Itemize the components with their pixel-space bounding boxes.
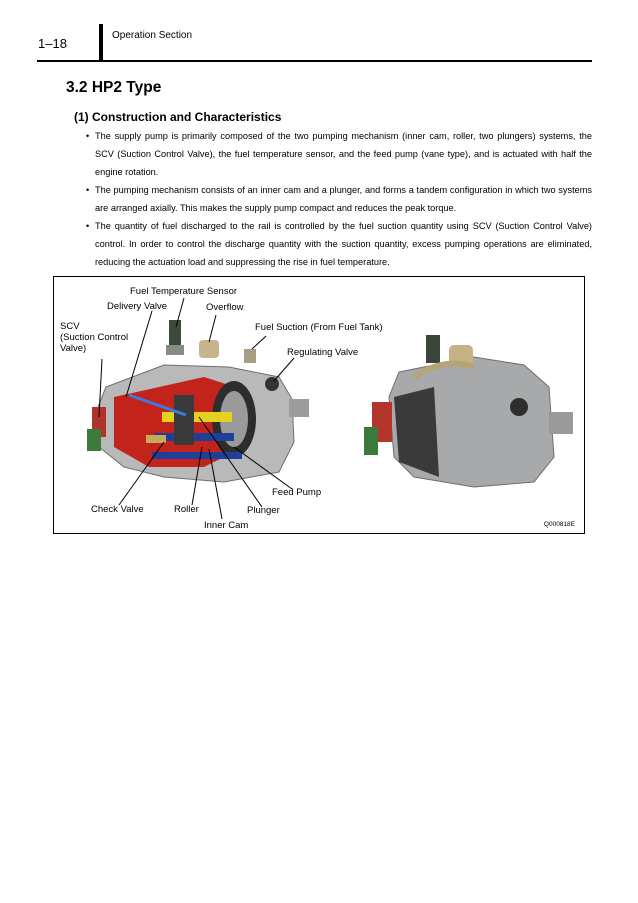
- bullet-list: [86, 127, 592, 271]
- label-regulating-valve: Regulating Valve: [287, 347, 359, 358]
- exterior-pump-image: [364, 335, 573, 487]
- label-scv-line3: Valve): [60, 343, 87, 354]
- label-roller: Roller: [174, 504, 199, 515]
- bullet-text: The quantity of fuel discharged to the rail is controlled by the fuel suction quantity using SCV (Suction Control Valve) control. In order to control the discharge quantity with the suction quantity, excess pumping operations are eliminated, reducing the actuation load and suppressing the rise in fuel temperature.: [95, 221, 592, 267]
- label-scv-line2: (Suction Control: [60, 332, 129, 343]
- bullet-item: • The pumping mechanism consists of an inner cam and a plunger, and forms a tandem configuration in which two systems are arranged axially. This makes the supply pump compact and reduces the peak torque.: [86, 185, 592, 213]
- label-overflow: Overflow: [206, 302, 244, 313]
- label-scv-line1: SCV: [60, 321, 80, 332]
- label-check-valve: Check Valve: [91, 504, 144, 515]
- label-inner-cam: Inner Cam: [204, 520, 249, 531]
- label-fuel-temperature-sensor: Fuel Temperature Sensor: [130, 286, 238, 297]
- label-delivery-valve: Delivery Valve: [107, 301, 168, 312]
- section-heading: 3.2 HP2 Type: [66, 79, 162, 96]
- bullet-item: • The quantity of fuel discharged to the rail is controlled by the fuel suction quantity using SCV (Suction Control Valve) control. In order to control the discharge quantity with the suction quantity, excess pumping operations are eliminated, reducing the actuation load and suppressing the rise in fuel temperature.: [86, 221, 592, 267]
- label-plunger: Plunger: [247, 505, 280, 516]
- cutaway-pump-image: [87, 320, 309, 482]
- bullet-item: • The supply pump is primarily composed of the two pumping mechanism (inner cam, roller, two plungers) systems, the SCV (Suction Control Valve), the fuel temperature sensor, and the feed pump (vane type), and is actuated with half the engine rotation.: [86, 131, 592, 177]
- bullet-text: The supply pump is primarily composed of the two pumping mechanism (inner cam, roller, two plungers) systems, the SCV (Suction Control Valve), the fuel temperature sensor, and the feed pump (vane type), and is actuated with half the engine rotation.: [95, 131, 592, 177]
- section-title: Operation Section: [112, 30, 193, 41]
- figure-id: Q000818E: [543, 521, 575, 528]
- label-feed-pump: Feed Pump: [272, 487, 322, 498]
- subsection-heading: (1) Construction and Characteristics: [74, 110, 282, 124]
- bullet-text: The pumping mechanism consists of an inner cam and a plunger, and forms a tandem configuration in which two systems are arranged axially. This makes the supply pump compact and reduces the peak torque.: [95, 185, 592, 213]
- header-bar: [99, 24, 103, 62]
- pump-figure: [53, 276, 585, 534]
- header-rule: [37, 60, 592, 62]
- page-number: 1–18: [38, 36, 67, 51]
- label-fuel-suction: Fuel Suction (From Fuel Tank): [255, 322, 383, 333]
